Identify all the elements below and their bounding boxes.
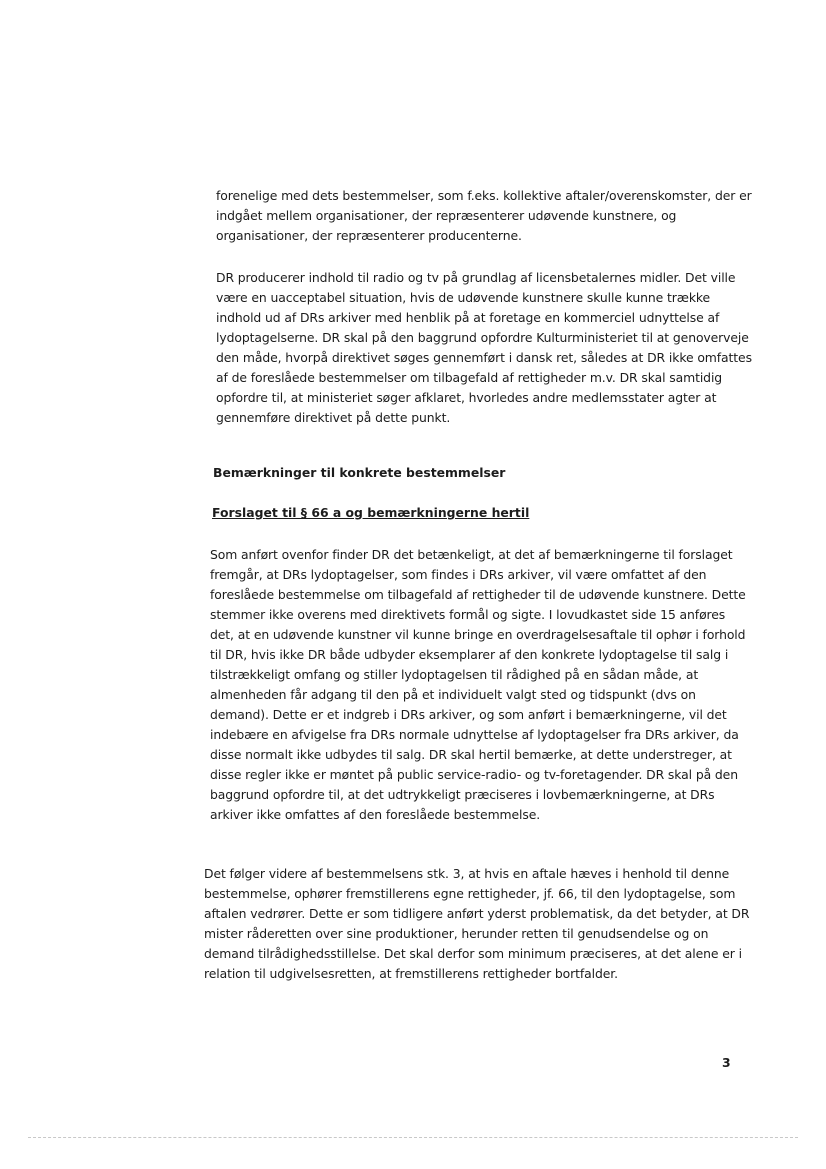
paragraph-66a-remarks <box>210 545 750 825</box>
page-number: 3 <box>722 1055 731 1070</box>
paragraph-text: Det følger videre af bestemmelsens stk. 3, at hvis en aftale hæves i henhold til denne bestemmelse, ophører fremstillerens egne rettigheder, jf. 66, til den lydoptagelse, som aftalen vedrører. Dette er som tidligere anført yderst problematisk, da det betyder, at DR mister råderetten over sine produktioner, herunder retten til genudsendelse og on demand tilrådighedsstillelse. Det skal derfor som minimum præciseres, at det alene er i relation til udgivelsesretten, at fremstillerens rettigheder bortfalder. <box>204 866 750 981</box>
paragraph-text: forenelige med dets bestemmelser, som f.eks. kollektive aftaler/overenskomster, der er indgået mellem organisationer, der repræsenterer udøvende kunstnere, og organisationer, der repræsenterer producenterne. <box>216 188 752 243</box>
section-heading: Bemærkninger til konkrete bestemmelser <box>213 465 506 480</box>
section-subheading: Forslaget til § 66 a og bemærkningerne hertil <box>212 505 530 520</box>
paragraph-intro <box>216 186 756 246</box>
footer-divider <box>28 1137 798 1138</box>
paragraph-stk3 <box>204 864 754 984</box>
paragraph-dr-archives <box>216 268 756 428</box>
paragraph-text: Som anført ovenfor finder DR det betænkeligt, at det af bemærkningerne til forslaget fremgår, at DRs lydoptagelser, som findes i DRs arkiver, vil være omfattet af den foreslåede bestemmelse om tilbagefald af rettigheder til de udøvende kunstnere. Dette stemmer ikke overens med direktivets formål og sigte. I lovudkastet side 15 anføres det, at en udøvende kunstner vil kunne bringe en overdragelsesaftale til ophør i forhold til DR, hvis ikke DR både udbyder eksemplarer af den konkrete lydoptagelse til salg i tilstrækkeligt omfang og stiller lydoptagelsen til rådighed på en sådan måde, at almenheden får adgang til den på et individuelt valgt sted og tidspunkt (dvs on demand). Dette er et indgreb i DRs arkiver, og som anført i bemærkningerne, vil det indebære en afvigelse fra DRs normale udnyttelse af lydoptagelser fra DRs arkiver, da disse normalt ikke udbydes til salg. DR skal hertil bemærke, at dette understreger, at disse regler ikke er møntet på public service-radio- og tv-foretagender. DR skal på den baggrund opfordre til, at det udtrykkeligt præciseres i lovbemærkningerne, at DRs arkiver ikke omfattes af den foreslåede bestemmelse. <box>210 547 746 822</box>
paragraph-text: DR producerer indhold til radio og tv på grundlag af licensbetalernes midler. Det ville være en uacceptabel situation, hvis de udøvende kunstnere skulle kunne trække indhold ud af DRs arkiver med henblik på at foretage en kommerciel udnyttelse af lydoptagelserne. DR skal på den baggrund opfordre Kulturministeriet til at genoverveje den måde, hvorpå direktivet søges gennemført i dansk ret, således at DR ikke omfattes af de foreslåede bestemmelser om tilbagefald af rettigheder m.v. DR skal samtidig opfordre til, at ministeriet søger afklaret, hvorledes andre medlemsstater agter at gennemføre direktivet på dette punkt. <box>216 270 752 425</box>
